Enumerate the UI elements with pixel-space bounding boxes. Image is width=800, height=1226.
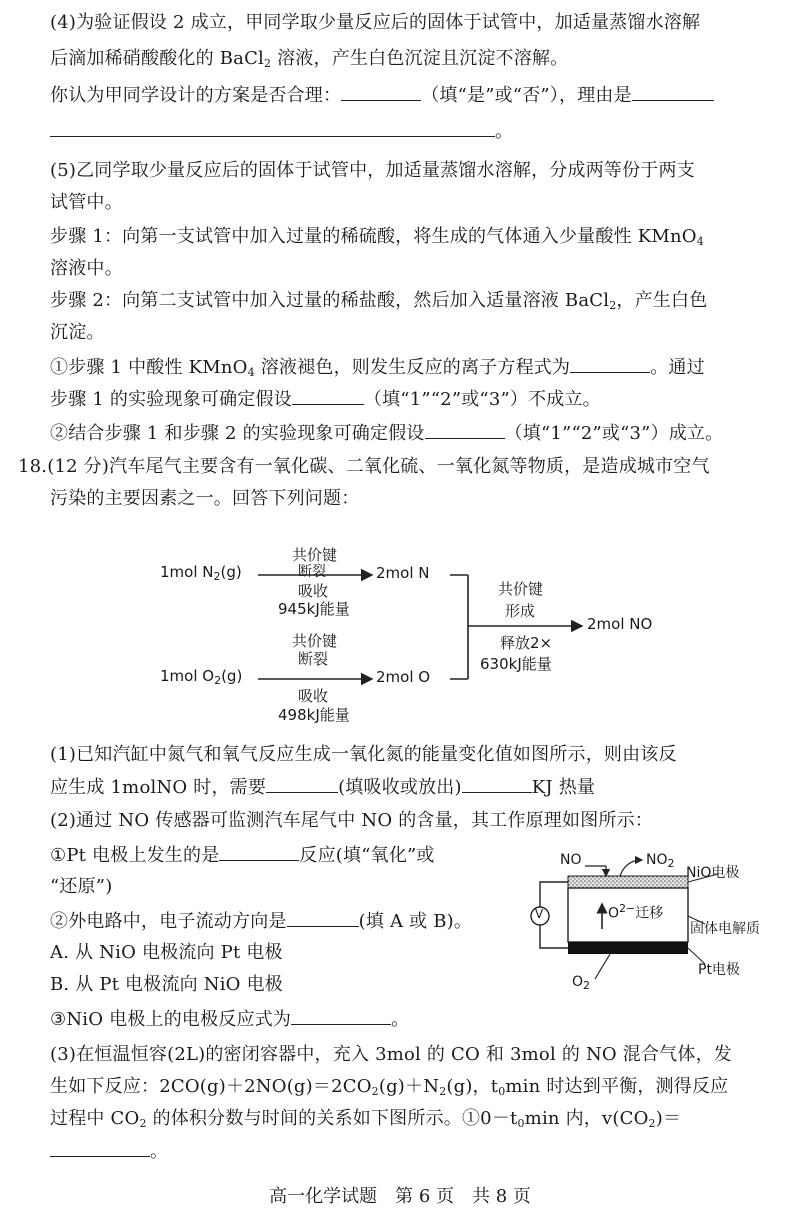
no2-arrow — [620, 860, 642, 876]
text: ②结合步骤 1 和步骤 2 的实验现象可确定假设 — [50, 423, 425, 444]
answer-blank[interactable] — [570, 352, 650, 373]
text: 溶液褪色，则发生反应的离子方程式为 — [254, 357, 571, 378]
text: ③NiO 电极上的电极反应式为 — [50, 1009, 292, 1030]
atom-n-label: 2mol N — [376, 564, 430, 582]
q17-part4-line1 — [50, 8, 700, 38]
q17-step1-line1 — [50, 222, 704, 257]
text: 溶液中。 — [50, 258, 123, 279]
text: 你认为甲同学设计的方案是否合理： — [50, 85, 342, 106]
migration-label: $O^{2-}$迁移 — [608, 902, 664, 922]
no-sensor-diagram — [520, 844, 790, 994]
text: 溶液，产生白色沉淀且沉淀不溶解。 — [271, 48, 569, 69]
energy-o2-label: 498kJ能量 — [278, 706, 350, 724]
q17-part4-line2 — [50, 44, 568, 79]
subscript: 2 — [264, 57, 272, 70]
answer-blank[interactable] — [462, 772, 532, 793]
bond-label-bottom: 共价键 — [292, 632, 338, 650]
q18-part2-item1 — [50, 840, 435, 871]
bond-energy-diagram — [150, 548, 710, 728]
q18-part3-line3: 过程中 $CO_2$ 的体积分数与时间的关系如下图所示。$①0-t_0\min$ 内，$v(CO_2)=$ — [50, 1108, 682, 1130]
release-energy-label: 630kJ能量 — [480, 655, 552, 673]
o2-label: $O_2$ — [572, 974, 591, 992]
text: 。 — [150, 1141, 169, 1162]
q18-part2-item3 — [50, 1004, 409, 1035]
form-bond-label: 共价键 — [498, 580, 544, 598]
bond-label-top: 共价键 — [292, 546, 338, 564]
break-label-top: 断裂 — [298, 564, 326, 580]
q17-part4-line4 — [50, 116, 513, 147]
q18-part1-line1 — [50, 740, 677, 770]
n2-label: 1mol $N_2(g)$ — [160, 563, 242, 583]
product-no-label: 2mol NO — [587, 615, 653, 633]
q17-part4-line3 — [50, 80, 714, 111]
text: 沉淀。 — [50, 322, 105, 343]
electrolyte-label: 固体电解质 — [690, 921, 760, 937]
text: （填“1”“2”或“3”）成立。 — [504, 423, 724, 444]
q18-header-line1 — [18, 452, 710, 482]
no-label: NO — [560, 852, 582, 868]
nio-electrode-label: NiO电极 — [686, 865, 740, 881]
text: (3)在恒温恒容(2L)的密闭容器中，充入 3mol 的 CO 和 3mol 的 NO 混合气体，发 — [50, 1044, 732, 1065]
q17-step2-line2 — [50, 318, 105, 348]
text: 步骤 1 的实验现象可确定假设 — [50, 389, 292, 410]
text: ，产生白色 — [616, 290, 708, 311]
q18-part2-item1-cont — [50, 872, 112, 902]
o2-label: 1mol $O_2(g)$ — [160, 667, 243, 687]
text: ①Pt 电极上发生的是 — [50, 845, 220, 866]
pt-electrode — [568, 942, 688, 954]
answer-blank[interactable] — [341, 80, 421, 101]
text: A. 从 NiO 电极流向 Pt 电极 — [50, 942, 283, 963]
q18-part2-item2 — [50, 906, 472, 937]
o2-line — [595, 954, 610, 979]
q18-option-b — [50, 970, 283, 1000]
q18-header-line2 — [50, 484, 359, 514]
q18-part3-line1 — [50, 1040, 732, 1070]
answer-blank[interactable] — [50, 116, 495, 137]
answer-blank[interactable] — [287, 906, 359, 927]
q18-part1-line2 — [50, 772, 595, 803]
text: 步骤 2：向第二支试管中加入过量的稀盐酸，然后加入适量溶液 BaCl — [50, 290, 610, 311]
text: （填“是”或“否”），理由是 — [421, 85, 632, 106]
atom-o-label: 2mol O — [376, 668, 431, 686]
pt-electrode-label: Pt电极 — [698, 962, 740, 978]
text: ②外电路中，电子流动方向是 — [50, 911, 287, 932]
q17-item2-line1 — [50, 418, 723, 449]
q17-step2-line1 — [50, 286, 707, 321]
text: 后滴加稀硝酸酸化的 BaCl — [50, 48, 265, 69]
text: ①步骤 1 中酸性 KMnO — [50, 357, 248, 378]
q18-part3-line2: 生如下反应：$2CO(g)+2NO(g)=2CO_2(g)+N_2(g)$，$t_0\min$ 时达到平衡，测得反应 — [50, 1076, 729, 1098]
text: (填 A 或 B)。 — [358, 911, 473, 932]
answer-blank[interactable] — [50, 1136, 150, 1157]
subscript: 2 — [609, 299, 617, 312]
answer-blank[interactable] — [266, 772, 338, 793]
text: (填吸收或放出) — [338, 777, 462, 798]
nio-electrode — [568, 876, 688, 888]
absorb-label-top: 吸收 — [298, 582, 329, 600]
q17-part5-line1 — [50, 156, 695, 186]
text: 反应(填“氧化”或 — [299, 845, 435, 866]
form-label: 形成 — [505, 602, 536, 620]
answer-blank[interactable] — [632, 80, 714, 101]
absorb-label-bottom: 吸收 — [298, 687, 329, 705]
page-footer: 高一化学试题 第 6 页 共 8 页 — [269, 1186, 531, 1207]
voltmeter-label: V — [535, 907, 544, 921]
text: (5)乙同学取少量反应后的固体于试管中，加适量蒸馏水溶解，分成两等份于两支 — [50, 160, 695, 181]
no2-label: $NO_2$ — [646, 852, 675, 870]
text: 试管中。 — [50, 192, 123, 213]
energy-n2-label: 945kJ能量 — [278, 600, 350, 618]
text: （填“1”“2”或“3”）不成立。 — [363, 389, 601, 410]
text: (2)通过 NO 传感器可监测汽车尾气中 NO 的含量，其工作原理如图所示： — [50, 810, 653, 831]
q17-part5-line2 — [50, 188, 123, 218]
subscript: 4 — [696, 235, 704, 248]
answer-blank[interactable] — [291, 1004, 391, 1025]
q17-item1-line2 — [50, 384, 601, 415]
answer-blank[interactable] — [425, 418, 505, 439]
text: 。通过 — [650, 357, 705, 378]
text: 。 — [495, 121, 514, 142]
answer-blank[interactable] — [292, 384, 364, 405]
text: 应生成 1molNO 时，需要 — [50, 777, 267, 798]
text: 18.(12 分)汽车尾气主要含有一氧化碳、二氧化硫、一氧化氮等物质，是造成城市空气 — [18, 456, 710, 477]
answer-blank[interactable] — [219, 840, 299, 861]
q18-option-a — [50, 938, 283, 968]
q18-part3-line4 — [50, 1136, 168, 1167]
q17-step1-line2 — [50, 254, 123, 284]
text: 。 — [391, 1009, 410, 1030]
text: B. 从 Pt 电极流向 NiO 电极 — [50, 974, 283, 995]
q17-item1-line1 — [50, 352, 705, 388]
text: KJ 热量 — [531, 777, 596, 798]
text: “还原”) — [50, 876, 113, 897]
break-label-bottom: 断裂 — [298, 650, 329, 668]
q18-part2-line1 — [50, 806, 653, 836]
text: 污染的主要因素之一。回答下列问题： — [50, 488, 360, 509]
text: 步骤 1：向第一支试管中加入过量的稀硫酸，将生成的气体通入少量酸性 KMnO — [50, 226, 697, 247]
text: (4)为验证假设 2 成立，甲同学取少量反应后的固体于试管中，加适量蒸馏水溶解 — [50, 12, 701, 33]
subscript: 4 — [247, 366, 255, 379]
text: (1)已知汽缸中氮气和氧气反应生成一氧化氮的能量变化值如图所示，则由该反 — [50, 744, 677, 765]
release-label: 释放2× — [500, 634, 553, 652]
